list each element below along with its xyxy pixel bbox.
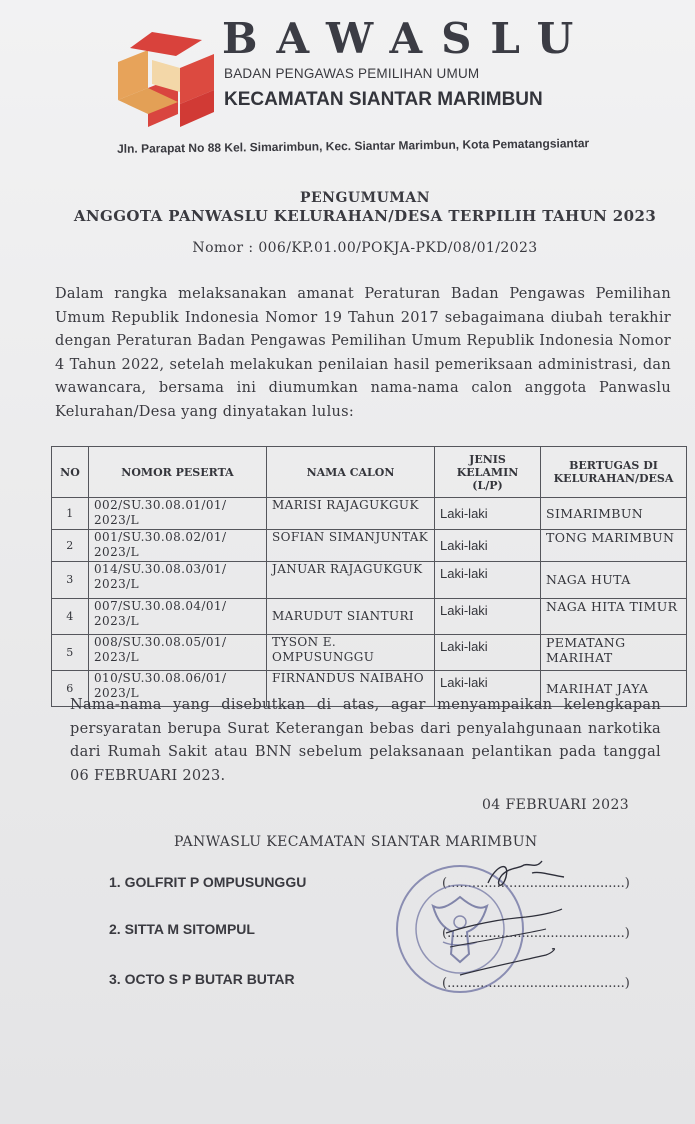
cell-jk: Laki-laki xyxy=(435,498,541,530)
cell-nomor: 010/SU.30.08.06/01/ 2023/L xyxy=(89,670,267,706)
cell-desa: NAGA HUTA xyxy=(541,562,687,598)
member-2-name: 2. SITTA M SITOMPUL xyxy=(109,921,255,937)
cell-no: 3 xyxy=(52,562,89,598)
document-date: 04 FEBRUARI 2023 xyxy=(482,797,630,813)
col-header-jenis-kelamin: JENIS KELAMIN (L/P) xyxy=(435,447,541,498)
closing-paragraph: Nama-nama yang disebutkan di atas, agar menyampaikan kelengkapan persyaratan berupa Surat Keterangan bebas dari penyalahgunaan narkotika dari Rumah Sakit atau BNN sebelum pelaksanaan pelantikan pada tanggal 06 FEBRUARI 2023. xyxy=(70,697,661,784)
cell-desa: TONG MARIMBUN xyxy=(541,530,687,562)
cell-no: 2 xyxy=(52,530,89,562)
candidates-table xyxy=(51,446,687,707)
cell-nomor: 001/SU.30.08.02/01/ 2023/L xyxy=(89,530,267,562)
cell-nomor: 002/SU.30.08.01/01/ 2023/L xyxy=(89,498,267,530)
district-name: KECAMATAN SIANTAR MARIMBUN xyxy=(224,89,543,110)
bawaslu-logo xyxy=(116,32,216,127)
table-row xyxy=(52,634,687,670)
cell-no: 1 xyxy=(52,498,89,530)
cell-nomor: 007/SU.30.08.04/01/ 2023/L xyxy=(89,598,267,634)
cell-desa: MARIHAT JAYA xyxy=(541,670,687,706)
brand-name: BAWASLU xyxy=(222,14,593,63)
member-1-signature-line: (...........................................) xyxy=(442,876,630,891)
member-1-name: 1. GOLFRIT P OMPUSUNGGU xyxy=(109,874,307,890)
address: Jln. Parapat No 88 Kel. Simarimbun, Kec. Siantar Marimbun, Kota Pematangsiantar xyxy=(116,136,590,156)
table-row xyxy=(52,598,687,634)
cell-desa: PEMATANG MARIHAT xyxy=(541,634,687,670)
table-header-row xyxy=(52,447,687,498)
cell-no: 5 xyxy=(52,634,89,670)
cell-nama: MARISI RAJAGUKGUK xyxy=(267,498,435,530)
cell-desa: NAGA HITA TIMUR xyxy=(541,598,687,634)
table-row xyxy=(52,562,687,598)
cell-nomor: 014/SU.30.08.03/01/ 2023/L xyxy=(89,562,267,598)
table-row xyxy=(52,530,687,562)
cell-nomor: 008/SU.30.08.05/01/ 2023/L xyxy=(89,634,267,670)
cell-jk: Laki-laki xyxy=(435,530,541,562)
member-2-signature-line: (...........................................) xyxy=(442,926,630,941)
cell-no: 4 xyxy=(52,598,89,634)
cell-nama: MARUDUT SIANTURI xyxy=(267,598,435,634)
cell-nama: FIRNANDUS NAIBAHO xyxy=(267,670,435,706)
col-header-no: NO xyxy=(52,447,89,498)
member-3-signature-line: (...........................................) xyxy=(442,976,630,991)
announcement-number: Nomor : 006/KP.01.00/POKJA-PKD/08/01/2023 xyxy=(192,240,538,256)
intro-paragraph: Dalam rangka melaksanakan amanat Peraturan Badan Pengawas Pemilihan Umum Republik Indonesia Nomor 19 Tahun 2017 sebagaimana diubah terakhir dengan Peraturan Badan Pengawas Pemilihan Umum Republik Indonesia Nomor 4 Tahun 2022, setelah melakukan penilaian hasil pemeriksaan administrasi, dan wawancara, bersama ini diumumkan nama-nama calon anggota Panwaslu Kelurahan/Desa yang dinyatakan lulus: xyxy=(55,286,671,420)
announcement-title: PENGUMUMAN xyxy=(299,190,431,206)
cell-jk: Laki-laki xyxy=(435,562,541,598)
committee-name: PANWASLU KECAMATAN SIANTAR MARIMBUN xyxy=(174,834,538,850)
table-row xyxy=(52,498,687,530)
cell-jk: Laki-laki xyxy=(435,634,541,670)
cell-nama: SOFIAN SIMANJUNTAK xyxy=(267,530,435,562)
cell-jk: Laki-laki xyxy=(435,598,541,634)
cell-no: 6 xyxy=(52,670,89,706)
cell-jk: Laki-laki xyxy=(435,670,541,706)
cell-nama: JANUAR RAJAGUKGUK xyxy=(267,562,435,598)
cell-nama: TYSON E. OMPUSUNGGU xyxy=(267,634,435,670)
signature-scribble-icon xyxy=(440,855,600,995)
agency-name: BADAN PENGAWAS PEMILIHAN UMUM xyxy=(224,66,480,81)
announcement-subtitle: ANGGOTA PANWASLU KELURAHAN/DESA TERPILIH TAHUN 2023 xyxy=(73,207,657,225)
col-header-nama-calon: NAMA CALON xyxy=(267,447,435,498)
col-header-nomor-peserta: NOMOR PESERTA xyxy=(89,447,267,498)
col-header-bertugas: BERTUGAS DI KELURAHAN/DESA xyxy=(541,447,687,498)
cell-desa: SIMARIMBUN xyxy=(541,498,687,530)
member-3-name: 3. OCTO S P BUTAR BUTAR xyxy=(109,971,295,987)
